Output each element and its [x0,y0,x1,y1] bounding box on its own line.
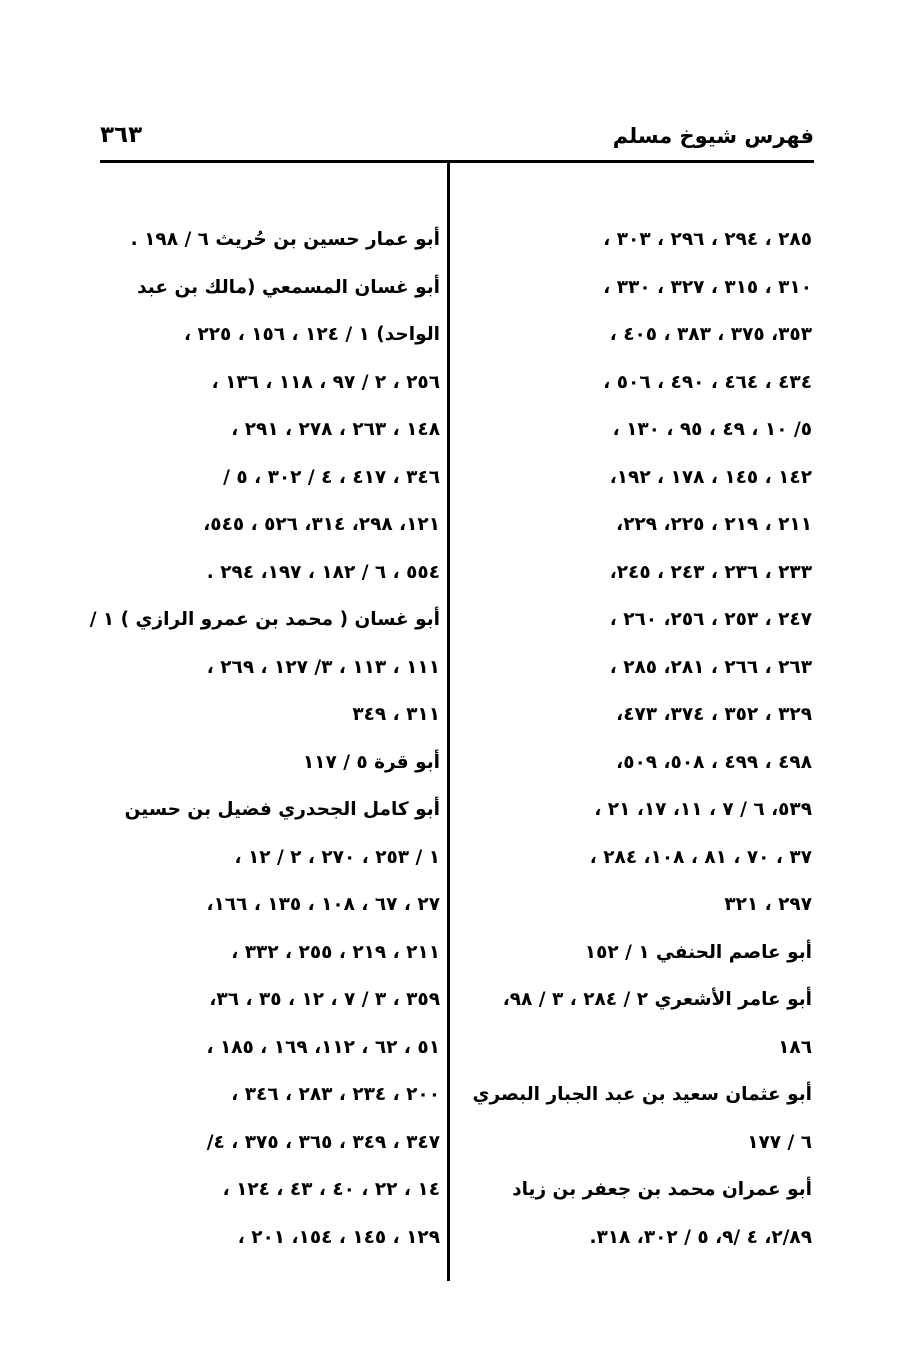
index-line: أبو عمران محمد بن جعفر بن زياد [512,1179,812,1200]
index-line: ١ / ٢٥٣ ، ٢٧٠ ، ٢ / ١٢ ، [234,846,440,868]
index-line: أبو عمار حسين بن حُريث ٦ / ١٩٨ . [130,229,440,250]
index-line: ٥/ ١٠ ، ٤٩ ، ٩٥ ، ١٣٠ ، [612,419,812,440]
index-line: ١٨٦ [778,1036,812,1058]
index-line: ٣٤٧ ، ٣٤٩ ، ٣٦٥ ، ٣٧٥ ، ٤/ [206,1131,440,1153]
index-line: ٦ / ١٧٧ [747,1131,812,1153]
index-line: ٥١ ، ٦٢ ، ١١٢، ١٦٩ ، ١٨٥ ، [206,1036,440,1058]
index-line: ٤٣٤ ، ٤٦٤ ، ٤٩٠ ، ٥٠٦ ، [603,371,812,393]
header-rule [100,160,814,163]
index-line: أبو قرة ٥ / ١١٧ [302,751,440,773]
index-line: ٣٥٩ ، ٣ / ٧ ، ١٢ ، ٣٥ ، ٣٦، [209,989,440,1010]
index-line: ٣٤٦ ، ٤١٧ ، ٤ / ٣٠٢ ، ٥ / [223,466,440,488]
index-line: ٢٦٣ ، ٢٦٦ ، ٢٨١، ٢٨٥ ، [609,656,812,678]
index-line: ٣٢٩ ، ٣٥٢ ، ٣٧٤، ٤٧٣، [616,704,812,725]
index-line: ١٢١، ٢٩٨، ٣١٤، ٥٢٦ ، ٥٤٥، [203,514,440,535]
index-line: ١١١ ، ١١٣ ، ٣/ ١٢٧ ، ٢٦٩ ، [206,656,440,678]
running-title: فهرس شيوخ مسلم [612,124,814,148]
index-line: ٢٨٥ ، ٢٩٤ ، ٢٩٦ ، ٣٠٣ ، [603,229,812,250]
index-line: ١٤ ، ٢٢ ، ٤٠ ، ٤٣ ، ١٢٤ ، [222,1179,440,1200]
index-line: أبو عاصم الحنفي ١ / ١٥٢ [584,941,812,963]
index-line: ٣١١ ، ٣٤٩ [352,704,440,725]
index-line: ٢٥٦ ، ٢ / ٩٧ ، ١١٨ ، ١٣٦ ، [211,371,440,393]
index-line: ٤٩٨ ، ٤٩٩ ، ٥٠٨، ٥٠٩، [616,751,812,773]
index-line: أبو غسان ( محمد بن عمرو الرازي ) ١ / [89,609,440,630]
page-header [100,118,814,162]
index-line: ١٢٩ ، ١٤٥ ، ١٥٤، ٢٠١ ، [237,1226,440,1248]
index-line: ٣٥٣، ٣٧٥ ، ٣٨٣ ، ٤٠٥ ، [609,324,812,345]
column-divider [447,163,450,1281]
index-line: ٣١٠ ، ٣١٥ ، ٣٢٧ ، ٣٣٠ ، [603,276,812,298]
index-line: أبو عثمان سعيد بن عبد الجبار البصري [472,1084,812,1105]
index-line: ٢١١ ، ٢١٩ ، ٢٥٥ ، ٣٣٢ ، [231,941,440,963]
left-column [89,216,440,1261]
page-number: ٣٦٣ [100,122,143,148]
index-line: ٢٤٧ ، ٢٥٣ ، ٢٥٦، ٢٦٠ ، [609,609,812,630]
index-line: ٢٠٠ ، ٢٣٤ ، ٢٨٣ ، ٣٤٦ ، [231,1084,440,1105]
index-line: أبو غسان المسمعي (مالك بن عبد [137,276,440,298]
index-line: أبو كامل الجحدري فضيل بن حسين [124,799,440,820]
index-line: ٢٣٣ ، ٢٣٦ ، ٢٤٣ ، ٢٤٥، [609,561,812,583]
index-line: ٣٧ ، ٧٠ ، ٨١ ، ١٠٨، ٢٨٤ ، [589,846,812,868]
index-line: ٢/٨٩، ٤ /٩، ٥ / ٣٠٢، ٣١٨. [589,1226,812,1248]
index-line: أبو عامر الأشعري ٢ / ٢٨٤ ، ٣ / ٩٨، [502,989,812,1010]
index-line: ٢٩٧ ، ٣٢١ [724,894,812,915]
index-line: ١٤٢ ، ١٤٥ ، ١٧٨ ، ١٩٢، [609,466,812,488]
index-line: ٥٣٩، ٦ / ٧ ، ١١، ١٧، ٢١ ، [594,799,812,820]
index-line: الواحد) ١ / ١٢٤ ، ١٥٦ ، ٢٢٥ ، [183,324,440,345]
index-line: ٥٥٤ ، ٦ / ١٨٢ ، ١٩٧، ٢٩٤ . [206,561,440,583]
right-column [460,216,812,1261]
index-line: ٢١١ ، ٢١٩ ، ٢٢٥، ٢٢٩، [616,514,812,535]
index-line: ٢٧ ، ٦٧ ، ١٠٨ ، ١٣٥ ، ١٦٦، [206,894,440,915]
index-line: ١٤٨ ، ٢٦٣ ، ٢٧٨ ، ٢٩١ ، [231,419,440,440]
